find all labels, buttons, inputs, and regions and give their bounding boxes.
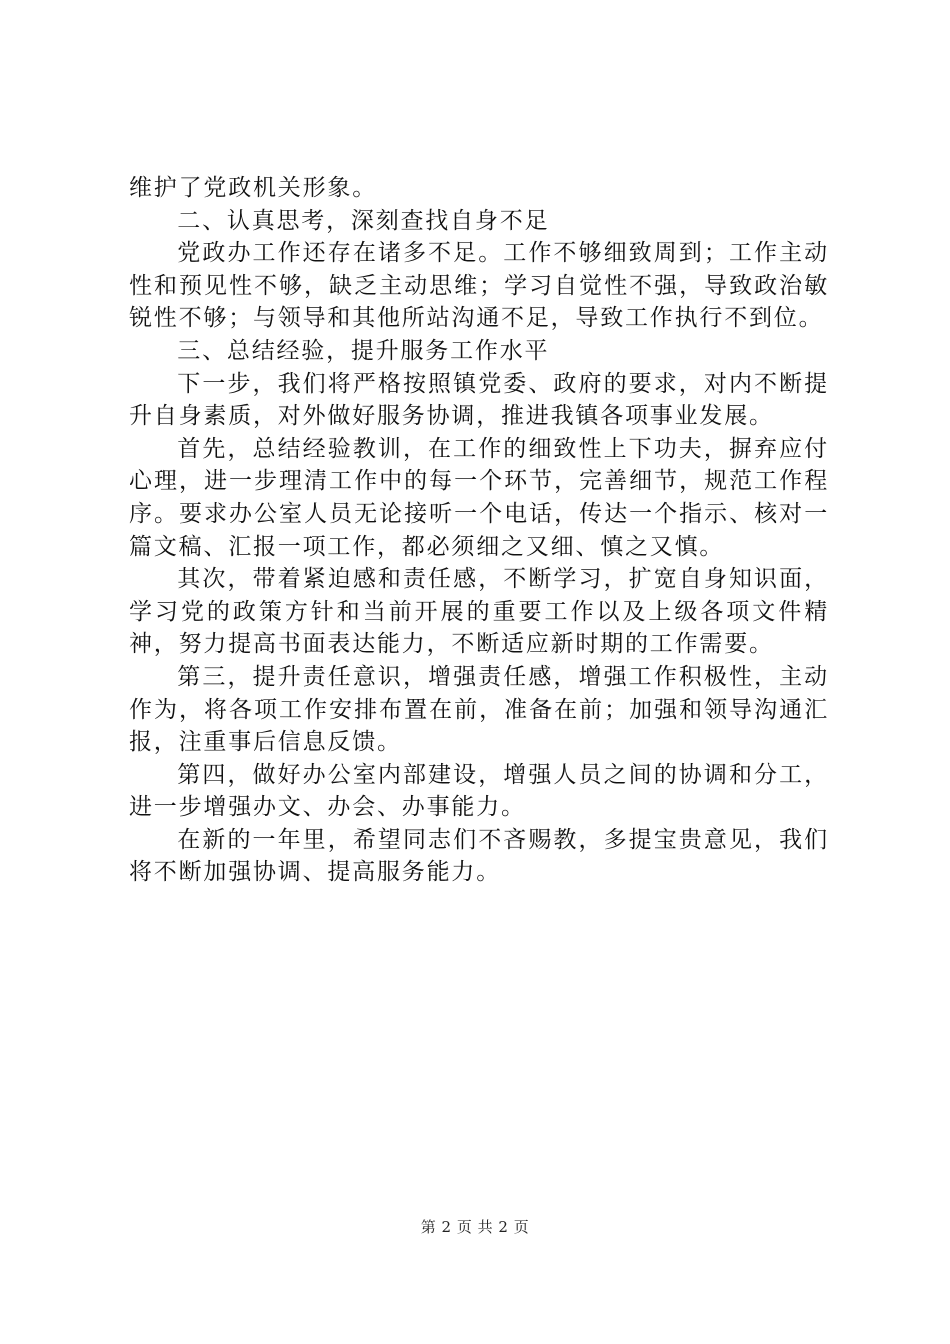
page-number-footer: 第 2 页 共 2 页 bbox=[420, 1218, 530, 1236]
paragraph-first: 首先，总结经验教训，在工作的细致性上下功夫，摒弃应付心理，进一步理清工作中的每一个环节，完善细节，规范工作程序。要求办公室人员无论接听一个电话，传达一个指示、核对一篇文稿、汇报一项工作，都必须细之又细、慎之又慎。 bbox=[129, 435, 829, 560]
section-heading-3: 三、总结经验，提升服务工作水平 bbox=[177, 337, 550, 364]
paragraph-continuation: 维护了党政机关形象。 bbox=[129, 175, 377, 201]
paragraph-shortcomings: 党政办工作还存在诸多不足。工作不够细致周到；工作主动性和预见性不够，缺乏主动思维；学习自觉性不强，导致政治敏锐性不够；与领导和其他所站沟通不足，导致工作执行不到位。 bbox=[129, 240, 829, 332]
document-body bbox=[129, 172, 829, 889]
paragraph-second: 其次，带着紧迫感和责任感，不断学习，扩宽自身知识面，学习党的政策方针和当前开展的重要工作以及上级各项文件精神，努力提高书面表达能力，不断适应新时期的工作需要。 bbox=[129, 566, 829, 658]
paragraph-closing: 在新的一年里，希望同志们不吝赐教，多提宝贵意见，我们将不断加强协调、提高服务能力。 bbox=[129, 826, 829, 886]
section-heading-2: 二、认真思考，深刻查找自身不足 bbox=[177, 207, 550, 234]
paragraph-third: 第三，提升责任意识，增强责任感，增强工作积极性，主动作为，将各项工作安排布置在前，准备在前；加强和领导沟通汇报，注重事后信息反馈。 bbox=[129, 663, 829, 756]
paragraph-next-step: 下一步，我们将严格按照镇党委、政府的要求，对内不断提升自身素质，对外做好服务协调，推进我镇各项事业发展。 bbox=[129, 370, 829, 430]
paragraph-fourth: 第四，做好办公室内部建设，增强人员之间的协调和分工，进一步增强办文、办会、办事能力。 bbox=[129, 761, 829, 821]
